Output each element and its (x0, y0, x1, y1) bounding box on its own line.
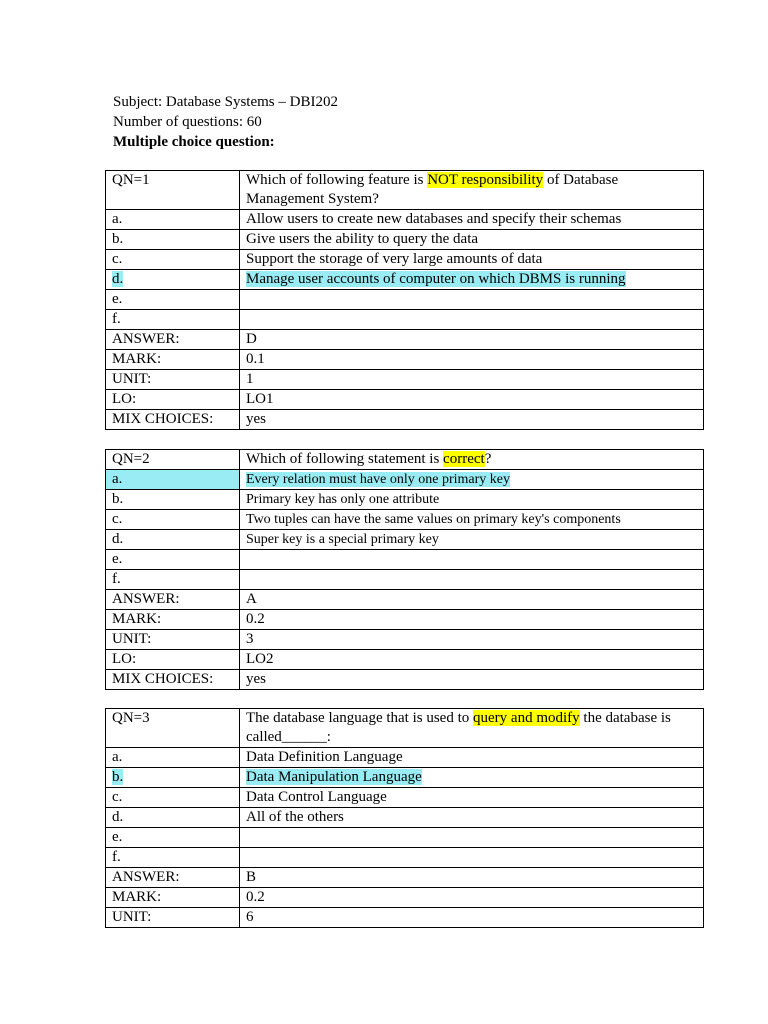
choice-text: Two tuples can have the same values on primary key's components (240, 510, 704, 530)
answer-value: A (240, 590, 704, 610)
question-text: Which of following feature is NOT responsibility of Database Management System? (240, 171, 704, 210)
choice-text: Support the storage of very large amounts of data (240, 250, 704, 270)
unit-value: 6 (240, 908, 704, 928)
answer-value: B (240, 868, 704, 888)
question-table-1 (105, 170, 704, 430)
mix-row: MIX CHOICES: yes (106, 410, 704, 430)
question-highlight: NOT responsibility (427, 172, 544, 188)
choice-row-a (106, 470, 704, 490)
choice-text: Primary key has only one attribute (240, 490, 704, 510)
question-table-2 (105, 449, 704, 690)
choice-row-e: e. (106, 550, 704, 570)
question-highlight: correct (443, 451, 485, 467)
question-row (106, 450, 704, 470)
answer-row: ANSWER: A (106, 590, 704, 610)
unit-value: 1 (240, 370, 704, 390)
answer-row: ANSWER: B (106, 868, 704, 888)
document-header (113, 92, 338, 152)
mark-value: 0.2 (240, 888, 704, 908)
question-text: The database language that is used to query and modify the database is called______: (240, 709, 704, 748)
choice-text (240, 828, 704, 848)
question-number: QN=1 (106, 171, 240, 210)
choice-row-f: f. (106, 848, 704, 868)
answer-row: ANSWER: D (106, 330, 704, 350)
choice-row-b (106, 768, 704, 788)
choice-row-f: f. (106, 570, 704, 590)
mark-row: MARK: 0.2 (106, 610, 704, 630)
lo-row: LO: LO2 (106, 650, 704, 670)
question-text: Which of following statement is correct? (240, 450, 704, 470)
correct-choice-text: Every relation must have only one primary key (246, 472, 510, 487)
choice-row-b: b. Primary key has only one attribute (106, 490, 704, 510)
mark-value: 0.1 (240, 350, 704, 370)
lo-value: LO2 (240, 650, 704, 670)
question-table-3 (105, 708, 704, 928)
mark-row: MARK: 0.2 (106, 888, 704, 908)
lo-value: LO1 (240, 390, 704, 410)
question-number: QN=3 (106, 709, 240, 748)
question-row (106, 709, 704, 748)
choice-text: All of the others (240, 808, 704, 828)
choice-row-d: d. Super key is a special primary key (106, 530, 704, 550)
unit-row: UNIT: 1 (106, 370, 704, 390)
choice-row-a: a. Allow users to create new databases and specify their schemas (106, 210, 704, 230)
mix-row: MIX CHOICES: yes (106, 670, 704, 690)
choice-text (240, 290, 704, 310)
choice-row-e: e. (106, 828, 704, 848)
choice-text (240, 550, 704, 570)
unit-row: UNIT: 3 (106, 630, 704, 650)
choice-text (240, 848, 704, 868)
question-number: QN=2 (106, 450, 240, 470)
choice-text (240, 570, 704, 590)
choice-text (240, 310, 704, 330)
choice-row-c: c. Support the storage of very large amounts of data (106, 250, 704, 270)
subject-line: Subject: Database Systems – DBI202 (113, 94, 338, 110)
unit-value: 3 (240, 630, 704, 650)
mix-value: yes (240, 410, 704, 430)
mark-value: 0.2 (240, 610, 704, 630)
choice-text: Give users the ability to query the data (240, 230, 704, 250)
choice-row-c: c. Data Control Language (106, 788, 704, 808)
choice-text: Allow users to create new databases and specify their schemas (240, 210, 704, 230)
unit-row: UNIT: 6 (106, 908, 704, 928)
answer-value: D (240, 330, 704, 350)
choice-row-c: c. Two tuples can have the same values on primary key's components (106, 510, 704, 530)
choice-row-f: f. (106, 310, 704, 330)
choice-row-d: d. All of the others (106, 808, 704, 828)
question-count: Number of questions: 60 (113, 114, 262, 130)
correct-choice-text: Data Manipulation Language (246, 769, 422, 785)
correct-choice-label: b. (112, 769, 124, 785)
choice-row-b: b. Give users the ability to query the data (106, 230, 704, 250)
choice-row-e: e. (106, 290, 704, 310)
correct-choice-label: a. (106, 470, 240, 490)
mark-row: MARK: 0.1 (106, 350, 704, 370)
choice-text: Data Control Language (240, 788, 704, 808)
correct-choice-text: Manage user accounts of computer on which DBMS is running (246, 271, 626, 287)
choice-text: Data Definition Language (240, 748, 704, 768)
question-row (106, 171, 704, 210)
choice-row-a: a. Data Definition Language (106, 748, 704, 768)
mix-value: yes (240, 670, 704, 690)
correct-choice-label: d. (112, 271, 124, 287)
question-highlight: query and modify (473, 710, 580, 726)
choice-text: Super key is a special primary key (240, 530, 704, 550)
section-title: Multiple choice question: (113, 134, 275, 150)
choice-row-d (106, 270, 704, 290)
lo-row: LO: LO1 (106, 390, 704, 410)
